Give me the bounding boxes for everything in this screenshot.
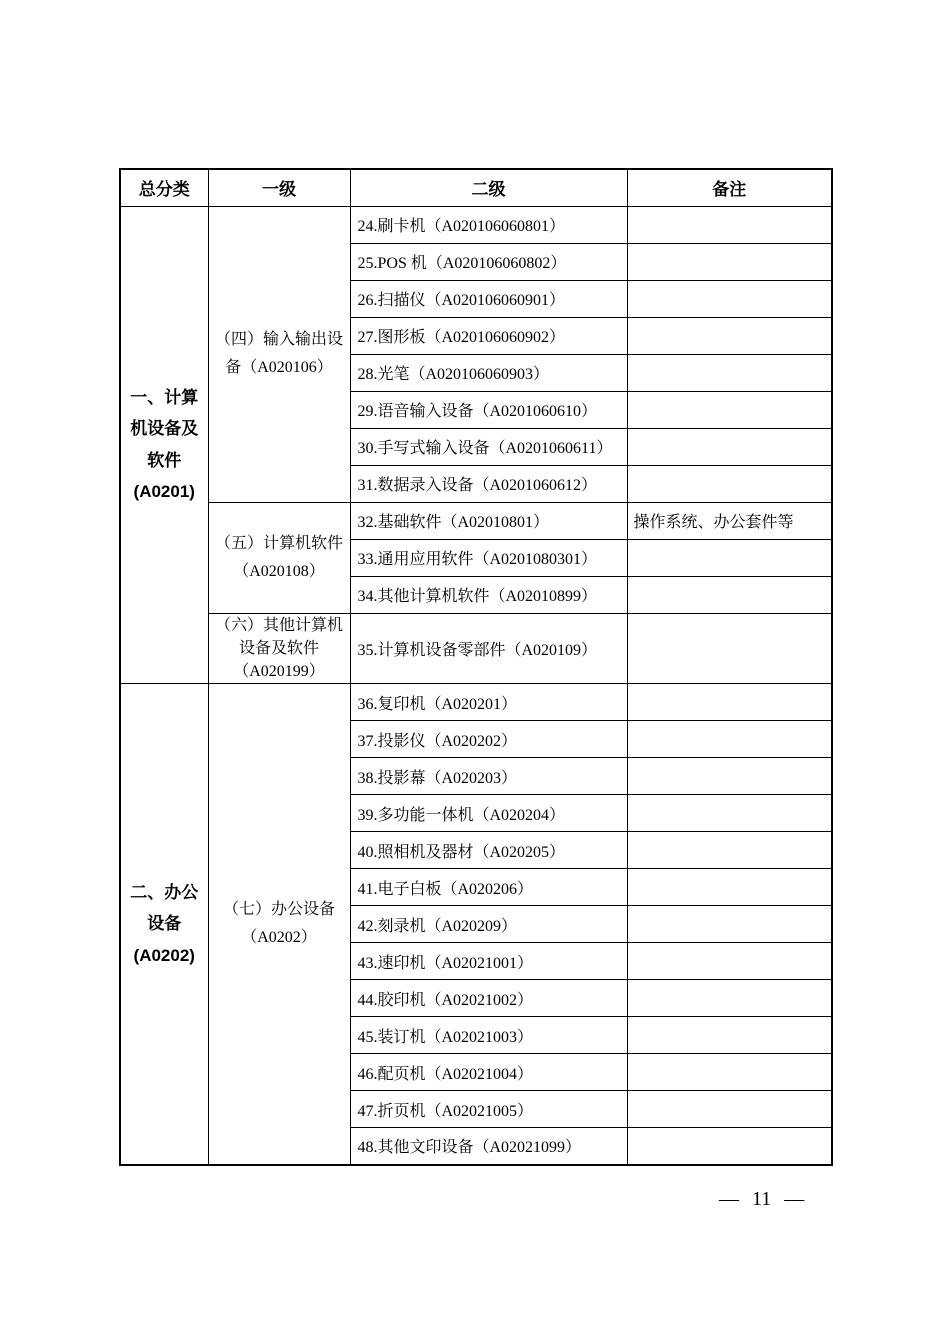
remark-cell <box>627 428 832 465</box>
level2-item: 30.手写式输入设备（A0201060611） <box>350 428 627 465</box>
category-office-equipment: 二、办公设备(A0202) <box>120 684 208 1165</box>
remark-cell <box>627 1091 832 1128</box>
remark-cell <box>627 795 832 832</box>
table-row <box>120 206 832 243</box>
page-number: — 11 — <box>719 1188 805 1210</box>
level2-item: 35.计算机设备零部件（A020109） <box>350 613 627 684</box>
remark-cell <box>627 869 832 906</box>
remark-cell <box>627 243 832 280</box>
level2-item: 43.速印机（A02021001） <box>350 943 627 980</box>
level1-computer-software: （五）计算机软件（A020108） <box>208 502 350 613</box>
table-header-row <box>120 169 832 206</box>
level2-item: 29.语音输入设备（A0201060610） <box>350 391 627 428</box>
level1-office-equipment: （七）办公设备（A0202） <box>208 684 350 1165</box>
header-level1: 一级 <box>208 169 350 206</box>
remark-cell <box>627 1054 832 1091</box>
remark-cell <box>627 613 832 684</box>
level2-item: 31.数据录入设备（A0201060612） <box>350 465 627 502</box>
level2-item: 36.复印机（A020201） <box>350 684 627 721</box>
table-row <box>120 613 832 684</box>
remark-cell <box>627 980 832 1017</box>
remark-cell <box>627 758 832 795</box>
level2-item: 33.通用应用软件（A0201080301） <box>350 539 627 576</box>
level2-item: 37.投影仪（A020202） <box>350 721 627 758</box>
level2-item: 41.电子白板（A020206） <box>350 869 627 906</box>
remark-cell <box>627 539 832 576</box>
level2-item: 34.其他计算机软件（A02010899） <box>350 576 627 613</box>
header-level2: 二级 <box>350 169 627 206</box>
level2-item: 25.POS 机（A020106060802） <box>350 243 627 280</box>
remark-cell <box>627 832 832 869</box>
remark-cell <box>627 317 832 354</box>
level2-item: 46.配页机（A02021004） <box>350 1054 627 1091</box>
remark-cell <box>627 391 832 428</box>
level2-item: 45.装订机（A02021003） <box>350 1017 627 1054</box>
level2-item: 28.光笔（A020106060903） <box>350 354 627 391</box>
level1-other-computer-equipment: （六）其他计算机设备及软件（A020199） <box>208 613 350 684</box>
header-remark: 备注 <box>627 169 832 206</box>
table-row <box>120 684 832 721</box>
level2-item: 40.照相机及器材（A020205） <box>350 832 627 869</box>
level2-item: 38.投影幕（A020203） <box>350 758 627 795</box>
level2-item: 44.胶印机（A02021002） <box>350 980 627 1017</box>
remark-cell <box>627 906 832 943</box>
level2-item: 27.图形板（A020106060902） <box>350 317 627 354</box>
classification-table <box>119 168 833 1166</box>
level2-item: 42.刻录机（A020209） <box>350 906 627 943</box>
level2-item: 48.其他文印设备（A02021099） <box>350 1128 627 1165</box>
remark-cell <box>627 1128 832 1165</box>
remark-cell: 操作系统、办公套件等 <box>627 502 832 539</box>
remark-cell <box>627 206 832 243</box>
remark-cell <box>627 465 832 502</box>
remark-cell <box>627 280 832 317</box>
level2-item: 32.基础软件（A02010801） <box>350 502 627 539</box>
remark-cell <box>627 1017 832 1054</box>
category-computer-equipment: 一、计算机设备及软件(A0201) <box>120 206 208 684</box>
remark-cell <box>627 943 832 980</box>
level2-item: 39.多功能一体机（A020204） <box>350 795 627 832</box>
remark-cell <box>627 684 832 721</box>
remark-cell <box>627 576 832 613</box>
table-row <box>120 502 832 539</box>
level2-item: 26.扫描仪（A020106060901） <box>350 280 627 317</box>
level1-input-output-devices: （四）输入输出设备（A020106） <box>208 206 350 502</box>
header-general-category: 总分类 <box>120 169 208 206</box>
level2-item: 47.折页机（A02021005） <box>350 1091 627 1128</box>
level2-item: 24.刷卡机（A020106060801） <box>350 206 627 243</box>
remark-cell <box>627 721 832 758</box>
remark-cell <box>627 354 832 391</box>
